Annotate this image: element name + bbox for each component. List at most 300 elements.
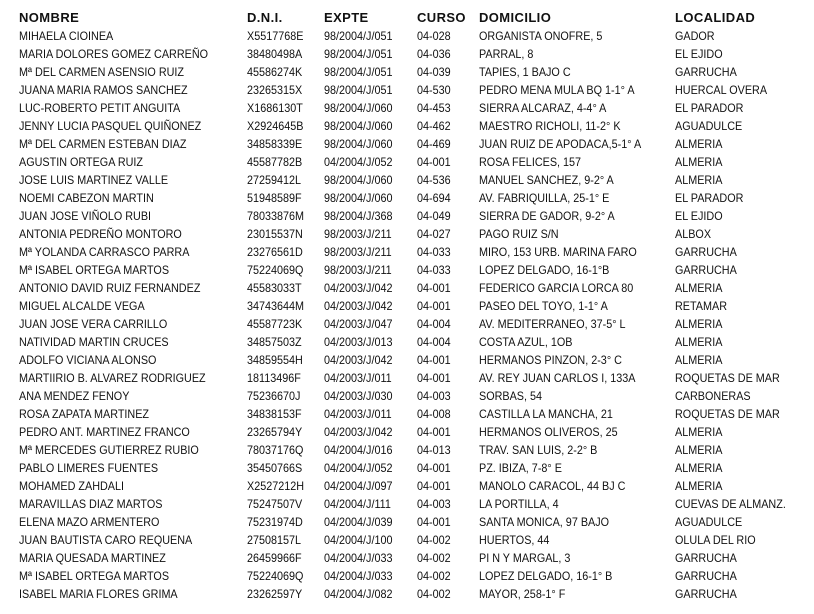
domicilio-value: PAGO RUIZ S/N <box>479 227 559 241</box>
localidad-value: HUERCAL OVERA <box>675 83 768 97</box>
curso-value: 04-039 <box>417 65 451 79</box>
domicilio-value: HERMANOS OLIVEROS, 25 <box>479 425 618 439</box>
domicilio-value: ORGANISTA ONOFRE, 5 <box>479 29 603 43</box>
cell-dni <box>245 135 322 153</box>
cell-curso <box>415 279 477 297</box>
dni-value: 75247507V <box>247 497 303 511</box>
cell-curso <box>415 207 477 225</box>
cell-localidad <box>673 531 807 549</box>
localidad-value: RETAMAR <box>675 299 728 313</box>
cell-expte <box>322 81 415 99</box>
cell-expte <box>322 261 415 279</box>
domicilio-value: HERMANOS PINZON, 2-3° C <box>479 353 622 367</box>
cell-curso <box>415 261 477 279</box>
expte-value: 98/2004/J/051 <box>324 29 393 43</box>
cell-nombre <box>17 441 245 459</box>
nombre-value: Mª YOLANDA CARRASCO PARRA <box>19 245 190 259</box>
student-list-table <box>17 8 807 603</box>
cell-domicilio <box>477 531 673 549</box>
domicilio-value: MANOLO CARACOL, 44 BJ C <box>479 479 626 493</box>
dni-value: 34838153F <box>247 407 302 421</box>
table-row <box>17 477 807 495</box>
cell-dni <box>245 153 322 171</box>
cell-localidad <box>673 171 807 189</box>
cell-curso <box>415 405 477 423</box>
cell-expte <box>322 63 415 81</box>
cell-localidad <box>673 441 807 459</box>
dni-value: 23276561D <box>247 245 303 259</box>
dni-value: 75231974D <box>247 515 303 529</box>
cell-localidad <box>673 315 807 333</box>
domicilio-value: JUAN RUIZ DE APODACA,5-1° A <box>479 137 642 151</box>
table-row <box>17 189 807 207</box>
curso-value: 04-462 <box>417 119 451 133</box>
domicilio-value: PI N Y MARGAL, 3 <box>479 551 571 565</box>
cell-nombre <box>17 351 245 369</box>
cell-nombre <box>17 387 245 405</box>
curso-value: 04-001 <box>417 425 451 439</box>
domicilio-value: LA PORTILLA, 4 <box>479 497 559 511</box>
table-row <box>17 117 807 135</box>
cell-nombre <box>17 549 245 567</box>
cell-dni <box>245 63 322 81</box>
cell-nombre <box>17 531 245 549</box>
table-row <box>17 459 807 477</box>
nombre-value: MARIA DOLORES GOMEZ CARREÑO <box>19 47 209 61</box>
curso-value: 04-028 <box>417 29 451 43</box>
curso-value: 04-001 <box>417 371 451 385</box>
cell-localidad <box>673 477 807 495</box>
curso-value: 04-536 <box>417 173 451 187</box>
cell-localidad <box>673 549 807 567</box>
cell-nombre <box>17 495 245 513</box>
cell-curso <box>415 441 477 459</box>
dni-value: 23262597Y <box>247 587 303 601</box>
cell-curso <box>415 117 477 135</box>
expte-value: 98/2004/J/060 <box>324 137 393 151</box>
cell-nombre <box>17 297 245 315</box>
dni-value: 45587723K <box>247 317 303 331</box>
cell-expte <box>322 153 415 171</box>
localidad-value: AGUADULCE <box>675 515 743 529</box>
expte-value: 98/2003/J/211 <box>324 263 392 277</box>
curso-value: 04-004 <box>417 335 451 349</box>
expte-value: 98/2004/J/060 <box>324 191 393 205</box>
header-curso: CURSO <box>417 10 466 25</box>
cell-domicilio <box>477 333 673 351</box>
cell-dni <box>245 423 322 441</box>
cell-localidad <box>673 99 807 117</box>
curso-value: 04-001 <box>417 299 451 313</box>
dni-value: X5517768E <box>247 29 304 43</box>
expte-value: 04/2003/J/042 <box>324 425 393 439</box>
cell-curso <box>415 63 477 81</box>
header-domicilio: DOMICILIO <box>479 10 552 25</box>
cell-dni <box>245 369 322 387</box>
cell-dni <box>245 495 322 513</box>
table-row <box>17 99 807 117</box>
cell-curso <box>415 189 477 207</box>
table-row <box>17 135 807 153</box>
cell-localidad <box>673 63 807 81</box>
localidad-value: AGUADULCE <box>675 119 743 133</box>
cell-domicilio <box>477 207 673 225</box>
curso-value: 04-001 <box>417 515 451 529</box>
domicilio-value: PEDRO MENA MULA BQ 1-1° A <box>479 83 635 97</box>
cell-nombre <box>17 567 245 585</box>
cell-expte <box>322 27 415 45</box>
cell-domicilio <box>477 153 673 171</box>
dni-value: 45586274K <box>247 65 303 79</box>
domicilio-value: TRAV. SAN LUIS, 2-2° B <box>479 443 598 457</box>
cell-curso <box>415 297 477 315</box>
nombre-value: JOSE LUIS MARTINEZ VALLE <box>19 173 169 187</box>
curso-value: 04-027 <box>417 227 451 241</box>
curso-value: 04-033 <box>417 263 451 277</box>
cell-dni <box>245 261 322 279</box>
cell-dni <box>245 441 322 459</box>
cell-localidad <box>673 297 807 315</box>
curso-value: 04-033 <box>417 245 451 259</box>
expte-value: 04/2004/J/016 <box>324 443 393 457</box>
cell-domicilio <box>477 135 673 153</box>
expte-value: 98/2004/J/051 <box>324 65 393 79</box>
localidad-value: ALMERIA <box>675 479 723 493</box>
localidad-value: ALMERIA <box>675 461 723 475</box>
cell-domicilio <box>477 549 673 567</box>
table-row <box>17 81 807 99</box>
localidad-value: ALBOX <box>675 227 712 241</box>
dni-value: 38480498A <box>247 47 303 61</box>
cell-expte <box>322 369 415 387</box>
table-row <box>17 243 807 261</box>
dni-value: 78037176Q <box>247 443 304 457</box>
header-dni: D.N.I. <box>247 10 283 25</box>
curso-value: 04-530 <box>417 83 451 97</box>
cell-dni <box>245 189 322 207</box>
cell-nombre <box>17 45 245 63</box>
cell-domicilio <box>477 297 673 315</box>
cell-curso <box>415 513 477 531</box>
cell-curso <box>415 225 477 243</box>
curso-value: 04-002 <box>417 569 451 583</box>
localidad-value: CARBONERAS <box>675 389 751 403</box>
cell-domicilio <box>477 45 673 63</box>
cell-expte <box>322 189 415 207</box>
cell-domicilio <box>477 261 673 279</box>
cell-nombre <box>17 135 245 153</box>
nombre-value: Mª DEL CARMEN ASENSIO RUIZ <box>19 65 185 79</box>
cell-dni <box>245 387 322 405</box>
cell-localidad <box>673 459 807 477</box>
cell-expte <box>322 225 415 243</box>
cell-expte <box>322 549 415 567</box>
expte-value: 04/2003/J/042 <box>324 299 393 313</box>
cell-localidad <box>673 333 807 351</box>
nombre-value: PEDRO ANT. MARTINEZ FRANCO <box>19 425 190 439</box>
domicilio-value: MIRO, 153 URB. MARINA FARO <box>479 245 637 259</box>
domicilio-value: CASTILLA LA MANCHA, 21 <box>479 407 613 421</box>
cell-curso <box>415 135 477 153</box>
expte-value: 98/2003/J/211 <box>324 227 392 241</box>
curso-value: 04-003 <box>417 389 451 403</box>
cell-domicilio <box>477 441 673 459</box>
cell-localidad <box>673 189 807 207</box>
domicilio-value: PZ. IBIZA, 7-8° E <box>479 461 562 475</box>
cell-dni <box>245 513 322 531</box>
cell-dni <box>245 477 322 495</box>
dni-value: 34743644M <box>247 299 305 313</box>
dni-value: 51948589F <box>247 191 302 205</box>
nombre-value: NOEMI CABEZON MARTIN <box>19 191 154 205</box>
cell-expte <box>322 495 415 513</box>
cell-nombre <box>17 279 245 297</box>
table-row <box>17 549 807 567</box>
table-row <box>17 513 807 531</box>
cell-dni <box>245 243 322 261</box>
cell-localidad <box>673 369 807 387</box>
cell-curso <box>415 477 477 495</box>
table-row <box>17 297 807 315</box>
expte-value: 04/2003/J/030 <box>324 389 393 403</box>
curso-value: 04-036 <box>417 47 451 61</box>
cell-expte <box>322 477 415 495</box>
cell-nombre <box>17 153 245 171</box>
cell-curso <box>415 549 477 567</box>
cell-domicilio <box>477 369 673 387</box>
localidad-value: ALMERIA <box>675 173 723 187</box>
localidad-value: ROQUETAS DE MAR <box>675 407 780 421</box>
cell-dni <box>245 459 322 477</box>
cell-nombre <box>17 261 245 279</box>
cell-nombre <box>17 423 245 441</box>
cell-curso <box>415 81 477 99</box>
cell-expte <box>322 243 415 261</box>
cell-curso <box>415 153 477 171</box>
table-row <box>17 207 807 225</box>
nombre-value: ISABEL MARIA FLORES GRIMA <box>19 587 178 601</box>
cell-localidad <box>673 27 807 45</box>
cell-nombre <box>17 369 245 387</box>
cell-nombre <box>17 207 245 225</box>
expte-value: 04/2004/J/082 <box>324 587 393 601</box>
cell-expte <box>322 567 415 585</box>
domicilio-value: SORBAS, 54 <box>479 389 543 403</box>
cell-domicilio <box>477 315 673 333</box>
dni-value: 75224069Q <box>247 569 304 583</box>
domicilio-value: LOPEZ DELGADO, 16-1° B <box>479 569 613 583</box>
domicilio-value: SIERRA DE GADOR, 9-2° A <box>479 209 615 223</box>
dni-value: 75236670J <box>247 389 301 403</box>
domicilio-value: TAPIES, 1 BAJO C <box>479 65 571 79</box>
table-row <box>17 63 807 81</box>
nombre-value: Mª MERCEDES GUTIERREZ RUBIO <box>19 443 199 457</box>
domicilio-value: MANUEL SANCHEZ, 9-2° A <box>479 173 614 187</box>
nombre-value: JUAN BAUTISTA CARO REQUENA <box>19 533 193 547</box>
cell-expte <box>322 333 415 351</box>
cell-nombre <box>17 513 245 531</box>
domicilio-value: SIERRA ALCARAZ, 4-4° A <box>479 101 607 115</box>
expte-value: 98/2004/J/051 <box>324 47 393 61</box>
expte-value: 98/2004/J/051 <box>324 83 393 97</box>
cell-localidad <box>673 567 807 585</box>
cell-domicilio <box>477 189 673 207</box>
curso-value: 04-469 <box>417 137 451 151</box>
cell-curso <box>415 585 477 603</box>
curso-value: 04-001 <box>417 281 451 295</box>
cell-expte <box>322 135 415 153</box>
cell-localidad <box>673 153 807 171</box>
cell-curso <box>415 243 477 261</box>
cell-domicilio <box>477 117 673 135</box>
cell-dni <box>245 585 322 603</box>
table-row <box>17 531 807 549</box>
cell-curso <box>415 45 477 63</box>
cell-expte <box>322 441 415 459</box>
cell-domicilio <box>477 27 673 45</box>
dni-value: 26459966F <box>247 551 302 565</box>
curso-value: 04-013 <box>417 443 451 457</box>
localidad-value: CUEVAS DE ALMANZ. <box>675 497 786 511</box>
expte-value: 04/2004/J/033 <box>324 569 393 583</box>
expte-value: 98/2003/J/211 <box>324 245 392 259</box>
cell-localidad <box>673 351 807 369</box>
localidad-value: ALMERIA <box>675 137 723 151</box>
curso-value: 04-003 <box>417 497 451 511</box>
localidad-value: EL PARADOR <box>675 101 744 115</box>
cell-expte <box>322 117 415 135</box>
table-row <box>17 369 807 387</box>
cell-localidad <box>673 243 807 261</box>
cell-dni <box>245 45 322 63</box>
header-nombre: NOMBRE <box>19 10 80 25</box>
cell-localidad <box>673 513 807 531</box>
cell-nombre <box>17 315 245 333</box>
localidad-value: ALMERIA <box>675 281 723 295</box>
table-header-row <box>17 8 807 27</box>
cell-nombre <box>17 405 245 423</box>
localidad-value: EL EJIDO <box>675 209 723 223</box>
cell-curso <box>415 351 477 369</box>
localidad-value: GARRUCHA <box>675 587 737 601</box>
dni-value: 78033876M <box>247 209 305 223</box>
expte-value: 04/2003/J/011 <box>324 407 392 421</box>
cell-localidad <box>673 585 807 603</box>
nombre-value: ADOLFO VICIANA ALONSO <box>19 353 157 367</box>
curso-value: 04-001 <box>417 479 451 493</box>
localidad-value: EL PARADOR <box>675 191 744 205</box>
cell-localidad <box>673 135 807 153</box>
cell-dni <box>245 549 322 567</box>
cell-dni <box>245 27 322 45</box>
table-row <box>17 567 807 585</box>
cell-nombre <box>17 225 245 243</box>
curso-value: 04-008 <box>417 407 451 421</box>
localidad-value: ALMERIA <box>675 353 723 367</box>
cell-domicilio <box>477 63 673 81</box>
cell-nombre <box>17 63 245 81</box>
cell-domicilio <box>477 225 673 243</box>
cell-domicilio <box>477 567 673 585</box>
domicilio-value: COSTA AZUL, 1OB <box>479 335 573 349</box>
cell-localidad <box>673 225 807 243</box>
cell-nombre <box>17 171 245 189</box>
dni-value: 34859554H <box>247 353 303 367</box>
cell-nombre <box>17 27 245 45</box>
nombre-value: PABLO LIMERES FUENTES <box>19 461 159 475</box>
table-body <box>17 27 807 603</box>
cell-domicilio <box>477 351 673 369</box>
expte-value: 04/2004/J/039 <box>324 515 393 529</box>
cell-localidad <box>673 495 807 513</box>
nombre-value: LUC-ROBERTO PETIT ANGUITA <box>19 101 181 115</box>
domicilio-value: PARRAL, 8 <box>479 47 534 61</box>
cell-curso <box>415 387 477 405</box>
cell-curso <box>415 369 477 387</box>
cell-dni <box>245 99 322 117</box>
cell-curso <box>415 567 477 585</box>
dni-value: 34858339E <box>247 137 303 151</box>
dni-value: X2527212H <box>247 479 305 493</box>
nombre-value: Mª ISABEL ORTEGA MARTOS <box>19 263 170 277</box>
curso-value: 04-453 <box>417 101 451 115</box>
expte-value: 04/2003/J/011 <box>324 371 392 385</box>
table-row <box>17 441 807 459</box>
cell-dni <box>245 315 322 333</box>
dni-value: 23265315X <box>247 83 303 97</box>
table-row <box>17 585 807 603</box>
dni-value: 35450766S <box>247 461 303 475</box>
nombre-value: JUANA MARIA RAMOS SANCHEZ <box>19 83 188 97</box>
cell-localidad <box>673 423 807 441</box>
cell-domicilio <box>477 423 673 441</box>
cell-curso <box>415 531 477 549</box>
cell-dni <box>245 405 322 423</box>
curso-value: 04-694 <box>417 191 451 205</box>
nombre-value: Mª DEL CARMEN ESTEBAN DIAZ <box>19 137 187 151</box>
nombre-value: MIGUEL ALCALDE VEGA <box>19 299 145 313</box>
cell-nombre <box>17 117 245 135</box>
cell-dni <box>245 171 322 189</box>
cell-localidad <box>673 279 807 297</box>
domicilio-value: PASEO DEL TOYO, 1-1° A <box>479 299 608 313</box>
cell-nombre <box>17 477 245 495</box>
nombre-value: NATIVIDAD MARTIN CRUCES <box>19 335 169 349</box>
cell-curso <box>415 459 477 477</box>
domicilio-value: FEDERICO GARCIA LORCA 80 <box>479 281 634 295</box>
curso-value: 04-002 <box>417 533 451 547</box>
curso-value: 04-001 <box>417 461 451 475</box>
nombre-value: MARIA QUESADA MARTINEZ <box>19 551 166 565</box>
table-row <box>17 171 807 189</box>
nombre-value: MIHAELA CIOINEA <box>19 29 114 43</box>
cell-expte <box>322 531 415 549</box>
nombre-value: Mª ISABEL ORTEGA MARTOS <box>19 569 170 583</box>
cell-curso <box>415 423 477 441</box>
localidad-value: GARRUCHA <box>675 65 737 79</box>
expte-value: 04/2003/J/042 <box>324 353 393 367</box>
cell-domicilio <box>477 279 673 297</box>
domicilio-value: ROSA FELICES, 157 <box>479 155 582 169</box>
localidad-value: ROQUETAS DE MAR <box>675 371 780 385</box>
cell-dni <box>245 531 322 549</box>
nombre-value: AGUSTIN ORTEGA RUIZ <box>19 155 144 169</box>
header-localidad: LOCALIDAD <box>675 10 756 25</box>
dni-value: X1686130T <box>247 101 303 115</box>
cell-domicilio <box>477 99 673 117</box>
domicilio-value: MAESTRO RICHOLI, 11-2° K <box>479 119 621 133</box>
cell-expte <box>322 99 415 117</box>
